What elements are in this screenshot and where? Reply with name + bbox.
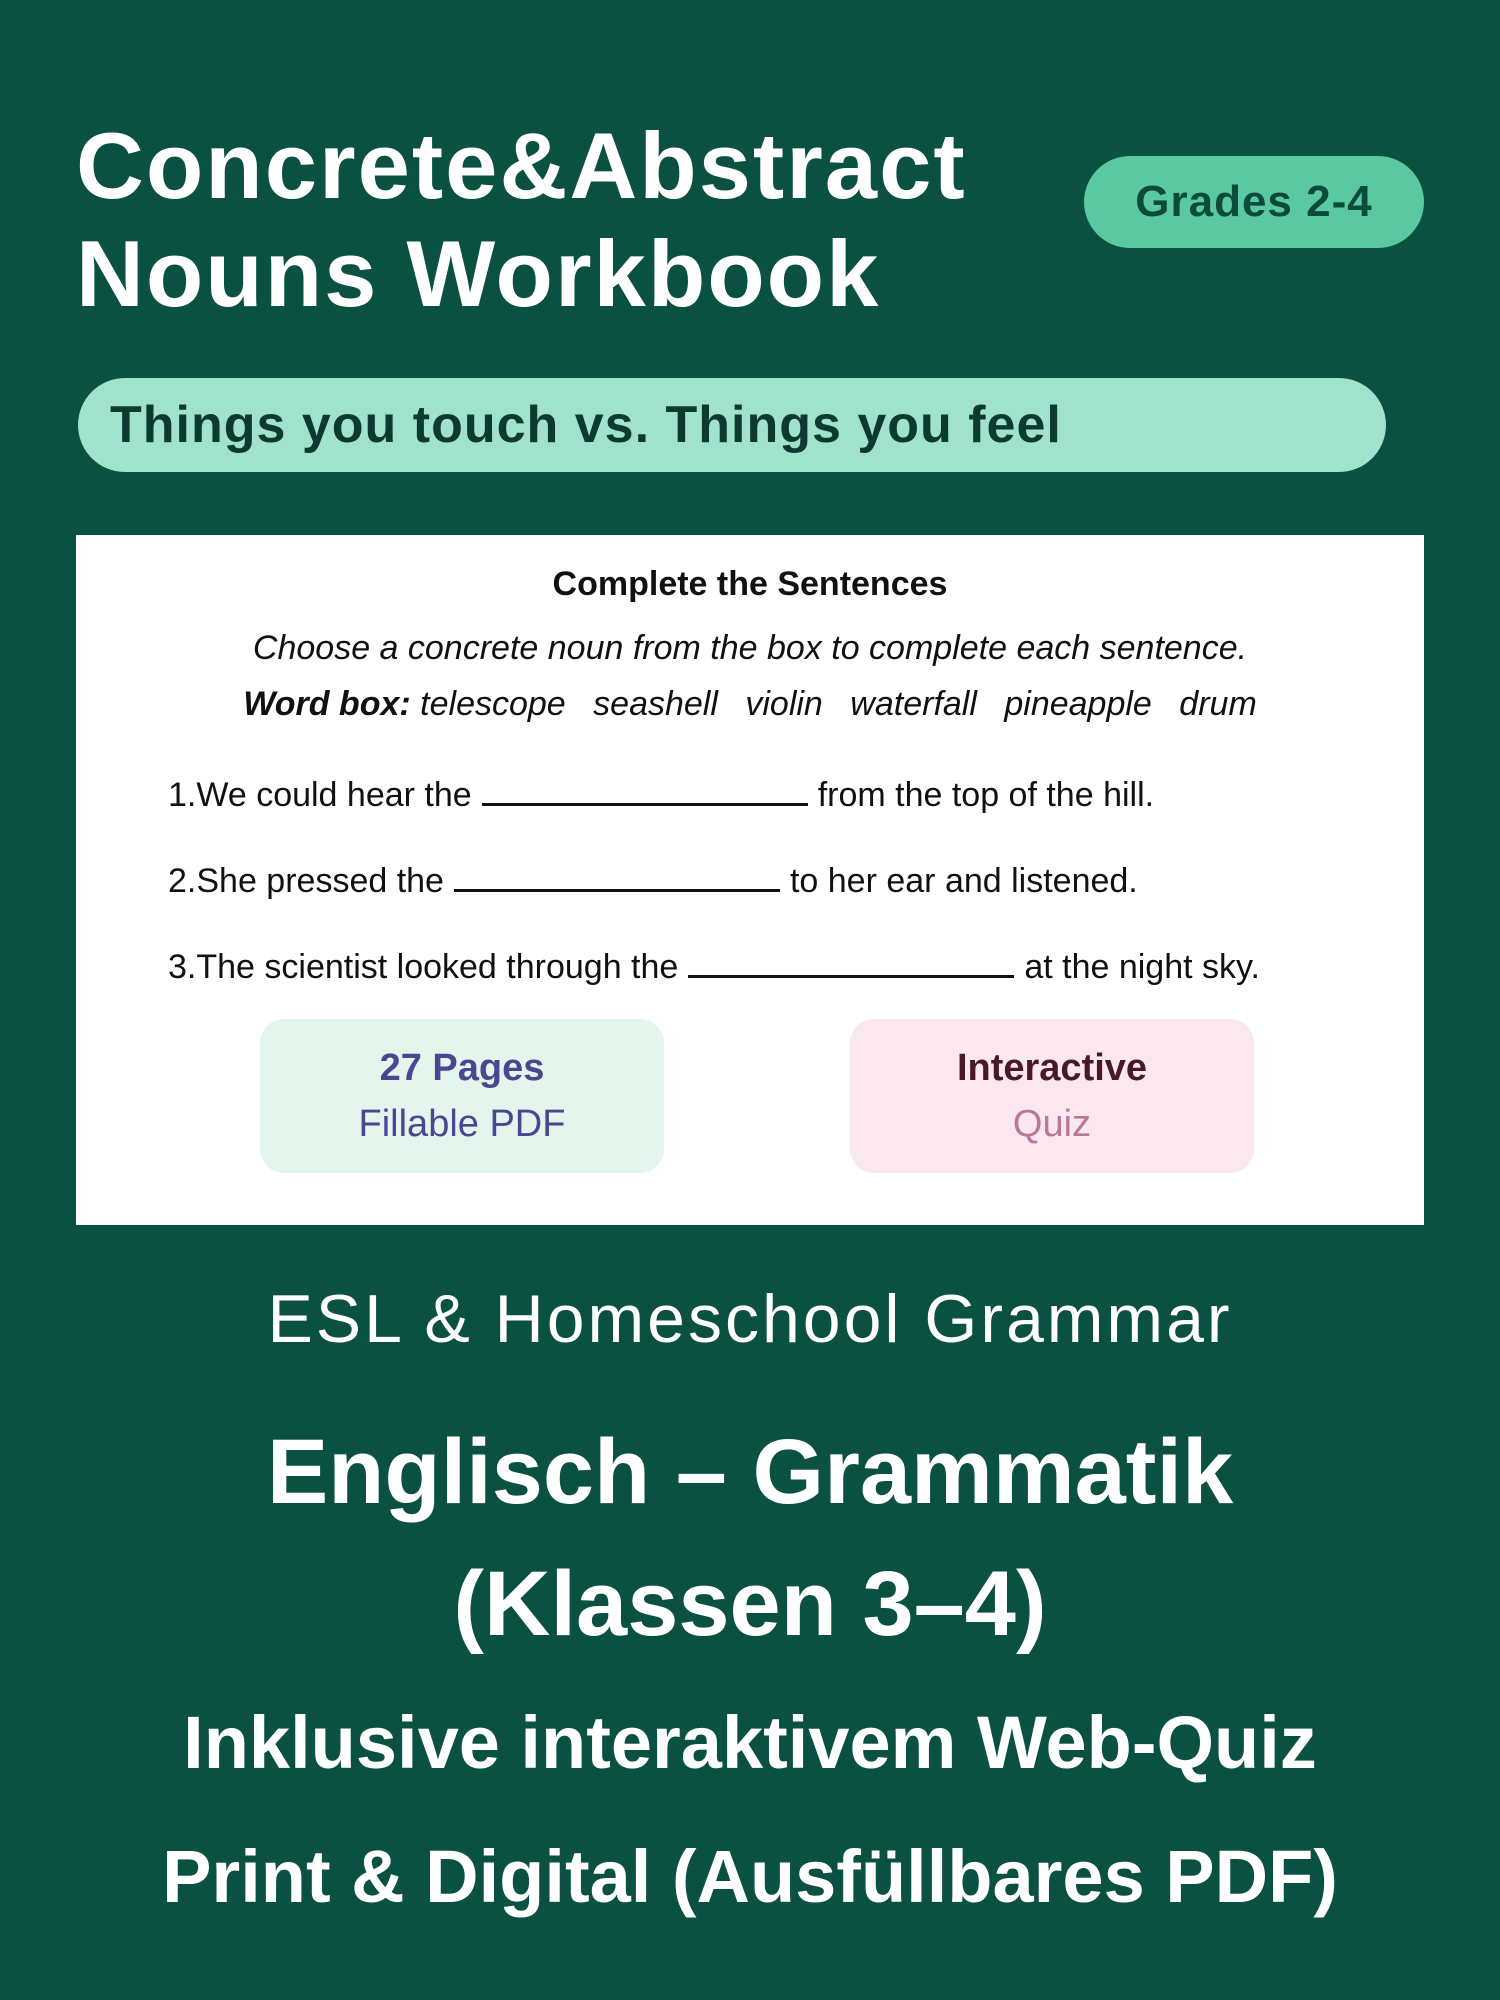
word-item: waterfall xyxy=(850,685,977,723)
sentence-end: at the night sky. xyxy=(1024,948,1260,986)
subtitle-banner xyxy=(78,378,1386,472)
sentence-2 xyxy=(168,859,1138,901)
worksheet-instructions: Choose a concrete noun from the box to complete each sentence. xyxy=(252,629,1248,667)
sentence-end: to her ear and listened. xyxy=(789,862,1138,900)
sentence-3 xyxy=(168,945,1260,987)
sentence-end: from the top of the hill. xyxy=(817,776,1155,814)
sentence-1 xyxy=(168,773,1154,815)
sentence-start: 1.We could hear the xyxy=(168,776,472,814)
cover-title xyxy=(76,112,967,328)
german-format-line: Print & Digital (Ausfüllbares PDF) xyxy=(162,1835,1338,1918)
grade-badge: Grades 2-4 xyxy=(1084,156,1424,248)
answer-blank xyxy=(688,945,1014,978)
feature-quiz-title: Interactive xyxy=(956,1047,1148,1089)
feature-quiz xyxy=(850,1019,1254,1173)
word-box xyxy=(76,685,1424,724)
worksheet-heading: Complete the Sentences xyxy=(552,565,948,603)
word-item: seashell xyxy=(593,685,718,723)
word-item: drum xyxy=(1179,685,1257,723)
word-item: violin xyxy=(745,685,823,723)
word-box-label: Word box: xyxy=(243,685,411,723)
answer-blank xyxy=(454,859,780,892)
feature-pages-format: Fillable PDF xyxy=(358,1103,566,1145)
worksheet-preview xyxy=(76,535,1424,1225)
word-item: pineapple xyxy=(1004,685,1152,723)
title-line-2: Nouns Workbook xyxy=(76,221,881,326)
answer-blank xyxy=(482,773,808,806)
sentence-start: 2.She pressed the xyxy=(168,862,444,900)
german-quiz-line: Inklusive interaktivem Web-Quiz xyxy=(183,1701,1317,1784)
german-title-line-1: Englisch – Grammatik xyxy=(266,1421,1234,1523)
feature-pages xyxy=(260,1019,664,1173)
subtitle-text: Things you touch vs. Things you feel xyxy=(110,396,1062,454)
title-line-1: Concrete&Abstract xyxy=(76,113,967,218)
feature-pages-count: 27 Pages xyxy=(379,1047,545,1089)
tagline: ESL & Homeschool Grammar xyxy=(267,1281,1233,1357)
sentence-start: 3.The scientist looked through the xyxy=(168,948,679,986)
feature-quiz-subtitle: Quiz xyxy=(1012,1103,1092,1145)
word-item: telescope xyxy=(420,685,566,723)
german-title-line-2: (Klassen 3–4) xyxy=(453,1553,1047,1655)
